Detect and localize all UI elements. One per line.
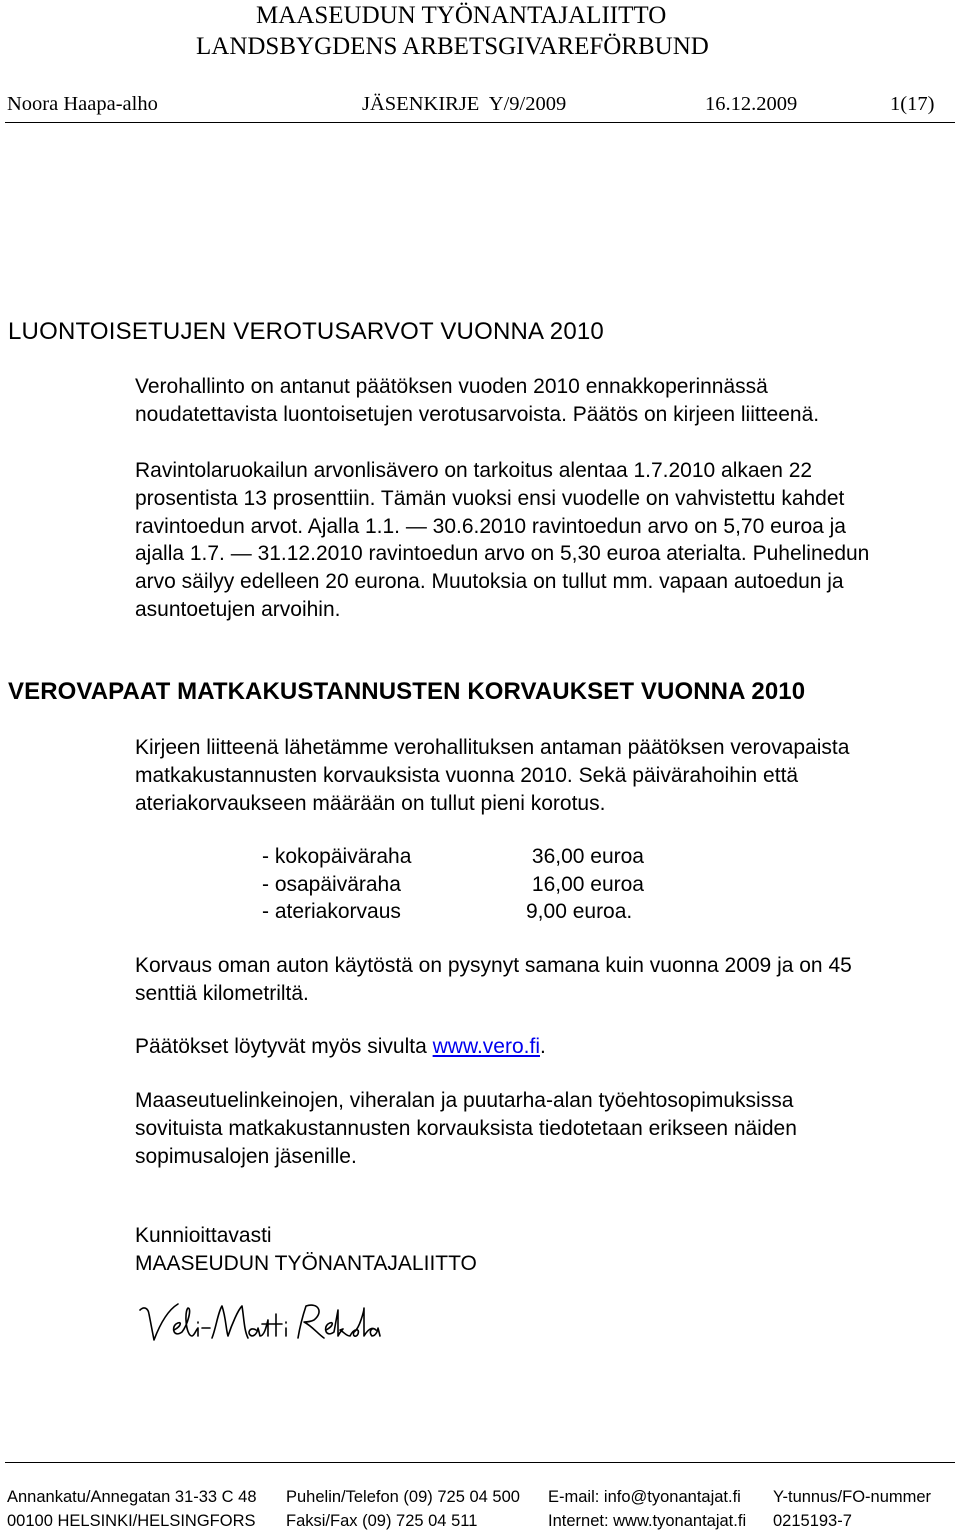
paragraph-line bbox=[135, 1033, 945, 1061]
paragraph-line: sovituista matkakustannusten korvauksista tiedotetaan erikseen näiden bbox=[135, 1116, 797, 1140]
travel-allowances-paragraph bbox=[135, 734, 945, 817]
restaurant-meal-paragraph bbox=[135, 457, 945, 624]
footer-phone-fax bbox=[286, 1485, 520, 1533]
closing-greeting: Kunnioittavasti bbox=[135, 1224, 272, 1247]
footer-business-id bbox=[773, 1485, 931, 1533]
page-number: 1(17) bbox=[890, 93, 935, 115]
paragraph-line: Ravintolaruokailun arvonlisävero on tarkoitus alentaa 1.7.2010 alkaen 22 bbox=[135, 459, 813, 482]
footer-business-id-label: Y-tunnus/FO-nummer bbox=[773, 1488, 932, 1506]
car-compensation-paragraph bbox=[135, 952, 945, 1008]
closing-organization: MAASEUDUN TYÖNANTAJALIITTO bbox=[135, 1251, 477, 1275]
vero-website-link[interactable]: www.vero.fi bbox=[432, 1035, 540, 1058]
benefits-intro-paragraph bbox=[135, 373, 945, 429]
footer-fax: Faksi/Fax (09) 725 04 511 bbox=[286, 1512, 478, 1530]
paragraph-line: noudatettavista luontoisetujen verotusarvoista. Päätös on kirjeen liitteenä. bbox=[135, 402, 820, 426]
paragraph-line: Korvaus oman auton käytöstä on pysynyt samana kuin vuonna 2009 ja on 45 bbox=[135, 954, 852, 977]
author-name: Noora Haapa-alho bbox=[7, 93, 158, 115]
paragraph-line: asuntoetujen arvoihin. bbox=[135, 597, 341, 621]
paragraph-line: matkakustannusten korvauksista vuonna 2010. Sekä päivärahoihin että bbox=[135, 763, 799, 787]
header-divider bbox=[5, 122, 955, 123]
list-item bbox=[262, 898, 644, 926]
org-name-swedish: LANDSBYGDENS ARBETSGIVAREFÖRBUND bbox=[196, 33, 709, 60]
paragraph-text: Päätökset löytyvät myös sivulta bbox=[135, 1035, 433, 1058]
paragraph-line: Maaseutuelinkeinojen, viheralan ja puutarha-alan työehtosopimuksissa bbox=[135, 1089, 794, 1112]
allowance-label: - ateriakorvaus bbox=[262, 900, 401, 924]
handwritten-signature bbox=[138, 1300, 398, 1352]
paragraph-line: prosentista 13 prosenttiin. Tämän vuoksi ensi vuodelle on vahvistettu kahdet bbox=[135, 486, 845, 510]
allowance-value: 9,00 euroa. bbox=[526, 900, 633, 924]
footer-address bbox=[7, 1485, 257, 1533]
footer-email: E-mail: info@tyonantajat.fi bbox=[548, 1488, 741, 1506]
footer-website: Internet: www.tyonantajat.fi bbox=[548, 1512, 747, 1530]
footer-contact bbox=[548, 1485, 746, 1533]
allowance-list bbox=[262, 843, 644, 926]
footer-city: 00100 HELSINKI/HELSINGFORS bbox=[7, 1512, 256, 1530]
list-item bbox=[262, 843, 644, 871]
document-reference: JÄSENKIRJE Y/9/2009 bbox=[362, 93, 567, 115]
list-item bbox=[262, 871, 644, 899]
paragraph-line: Kirjeen liitteenä lähetämme verohallituksen antaman päätöksen verovapaista bbox=[135, 736, 850, 759]
paragraph-line: ajalla 1.7. — 31.12.2010 ravintoedun arvo on 5,30 euroa aterialta. Puhelinedun bbox=[135, 542, 870, 566]
collective-agreements-paragraph bbox=[135, 1087, 945, 1170]
paragraph-line: senttiä kilometriltä. bbox=[135, 981, 309, 1005]
document-date: 16.12.2009 bbox=[705, 93, 798, 115]
paragraph-line: ateriakorvaukseen määrään on tullut pieni korotus. bbox=[135, 791, 606, 815]
paragraph-text: . bbox=[539, 1035, 546, 1058]
allowance-value: 36,00 euroa bbox=[531, 845, 644, 868]
paragraph-line: ravintoedun arvot. Ajalla 1.1. — 30.6.2010 ravintoedun arvo on 5,70 euroa ja bbox=[135, 514, 846, 538]
allowance-label: - osapäiväraha bbox=[262, 872, 401, 896]
section-heading-travel-allowances: VEROVAPAAT MATKAKUSTANNUSTEN KORVAUKSET VUONNA 2010 bbox=[8, 678, 806, 705]
closing-block bbox=[135, 1222, 945, 1278]
paragraph-line: sopimusalojen jäsenille. bbox=[135, 1144, 357, 1168]
org-name-finnish: MAASEUDUN TYÖNANTAJALIITTO bbox=[256, 2, 667, 29]
footer-phone: Puhelin/Telefon (09) 725 04 500 bbox=[286, 1488, 520, 1506]
allowance-label: - kokopäiväraha bbox=[262, 845, 412, 868]
decisions-link-paragraph bbox=[135, 1033, 945, 1061]
paragraph-line: Verohallinto on antanut päätöksen vuoden 2010 ennakkoperinnässä bbox=[135, 375, 768, 398]
footer-business-id-value: 0215193-7 bbox=[773, 1512, 852, 1530]
allowance-value: 16,00 euroa bbox=[531, 872, 644, 896]
footer-street: Annankatu/Annegatan 31-33 C 48 bbox=[7, 1488, 257, 1506]
section-heading-benefits: LUONTOISETUJEN VEROTUSARVOT VUONNA 2010 bbox=[8, 318, 604, 345]
footer-divider bbox=[5, 1462, 955, 1463]
paragraph-line: arvo säilyy edelleen 20 eurona. Muutoksia on tullut mm. vapaan autoedun ja bbox=[135, 570, 844, 594]
